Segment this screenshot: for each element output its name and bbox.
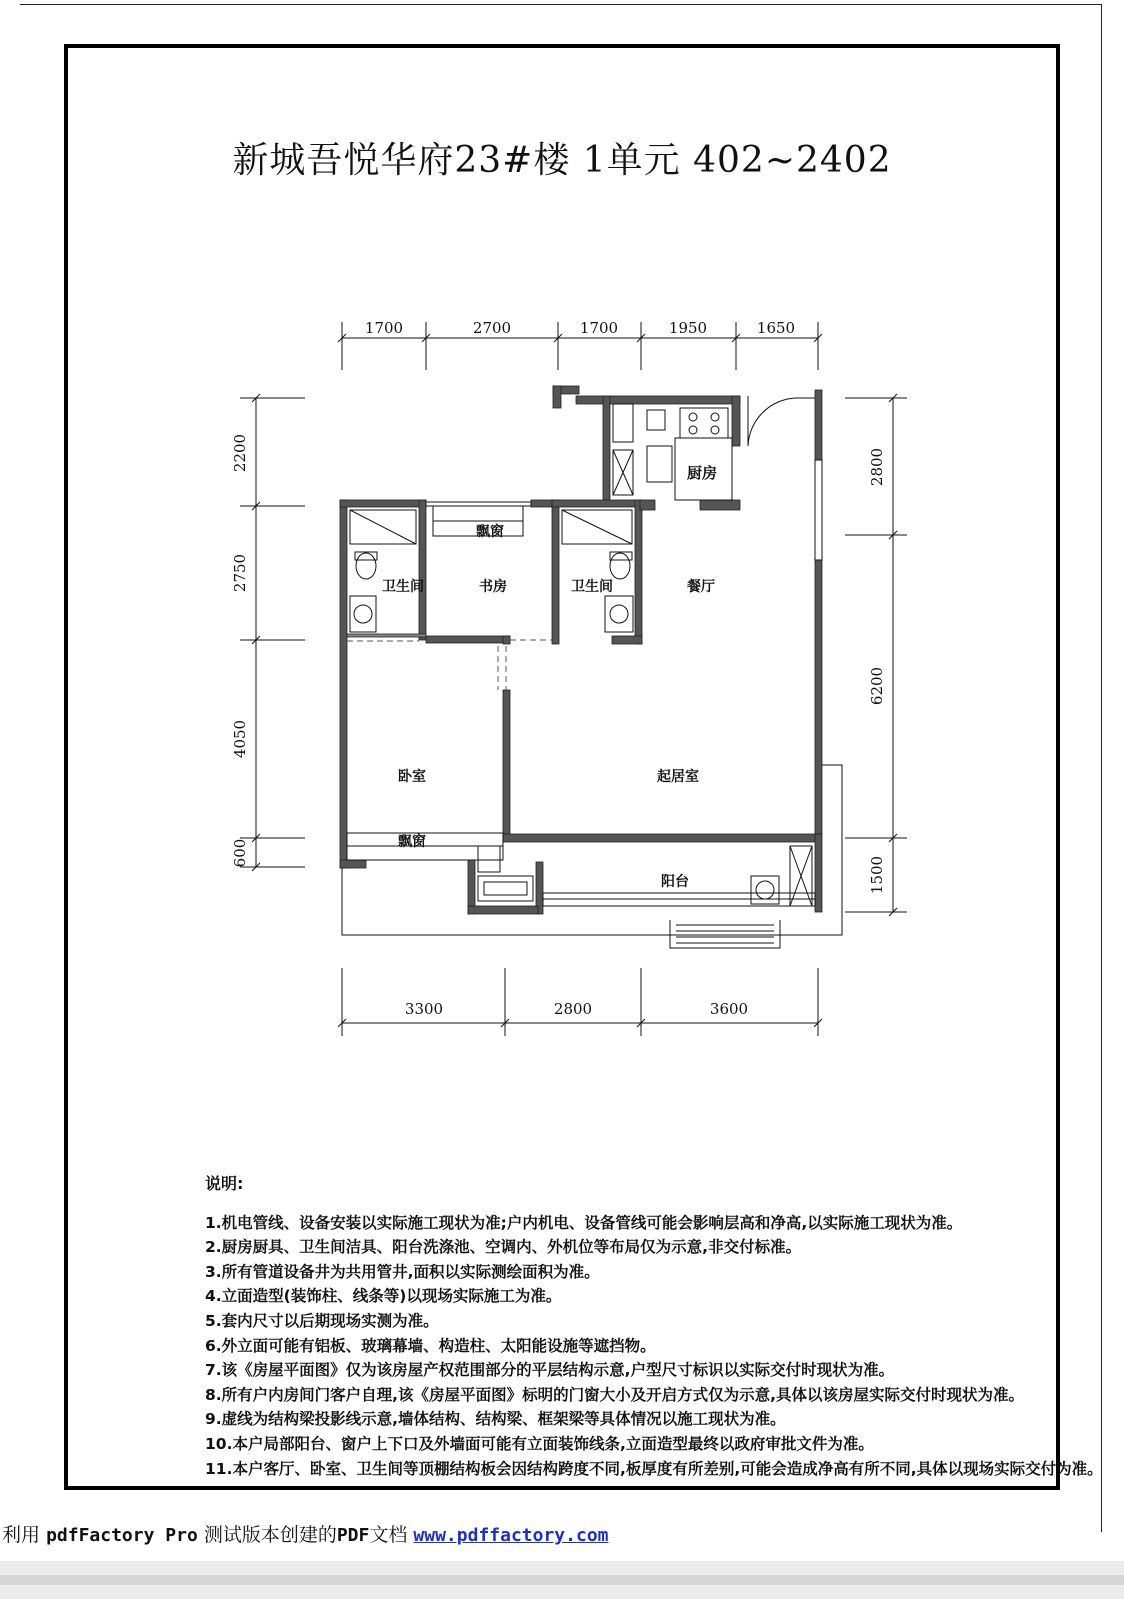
note-item: 1.机电管线、设备安装以实际施工现状为准;户内机电、设备管线可能会影响层高和净高,以实际施工现状为准。 bbox=[205, 1213, 963, 1232]
room-bathroom-left: 卫生间 bbox=[382, 579, 424, 595]
dim-right-1: 2800 bbox=[868, 447, 886, 487]
dim-left-1: 2200 bbox=[231, 433, 249, 473]
dim-top-1: 1700 bbox=[364, 319, 404, 337]
dim-top-5: 1650 bbox=[756, 319, 796, 337]
note-item: 5.套内尺寸以后期现场实测为准。 bbox=[205, 1311, 439, 1330]
footer-prefix: 利用 bbox=[2, 1524, 41, 1546]
footer-pdf: PDF bbox=[336, 1525, 370, 1546]
room-bay-window-top: 飘窗 bbox=[476, 524, 504, 540]
note-item: 4.立面造型(装饰柱、线条等)以现场实际施工为准。 bbox=[205, 1287, 562, 1306]
room-dining: 餐厅 bbox=[687, 579, 715, 595]
room-bathroom-right: 卫生间 bbox=[571, 579, 613, 595]
footer-middle: 测试版本创建的 bbox=[203, 1524, 337, 1546]
beam-lines bbox=[347, 640, 552, 690]
room-study: 书房 bbox=[479, 579, 507, 595]
dim-bottom-3: 3600 bbox=[709, 1000, 749, 1018]
entry-door bbox=[748, 396, 815, 446]
fixtures bbox=[350, 404, 812, 906]
notes-heading: 说明: bbox=[205, 1174, 244, 1193]
dim-bottom-2: 2800 bbox=[553, 1000, 593, 1018]
room-kitchen: 厨房 bbox=[686, 464, 718, 482]
left-dimensions bbox=[240, 394, 305, 871]
dim-left-4: 600 bbox=[231, 838, 249, 868]
dim-right-3: 1500 bbox=[868, 855, 886, 895]
note-item: 10.本户局部阳台、窗户上下口及外墙面可能有立面装饰线条,立面造型最终以政府审批文件为准。 bbox=[205, 1434, 874, 1453]
room-balcony: 阳台 bbox=[661, 874, 689, 890]
footer-suffix: 文档 bbox=[369, 1524, 408, 1546]
note-item: 2.厨房厨具、卫生间洁具、阳台洗涤池、空调内、外机位等布局仅为示意,非交付标准。 bbox=[205, 1238, 802, 1257]
dim-bottom-1: 3300 bbox=[404, 1000, 444, 1018]
note-item: 9.虚线为结构梁投影线示意,墙体结构、结构梁、框架梁等具体情况以施工现状为准。 bbox=[205, 1410, 786, 1429]
note-item: 8.所有户内房间门客户自理,该《房屋平面图》标明的门窗大小及开启方式仅为示意,具体以该房屋实际交付时现状为准。 bbox=[205, 1385, 1024, 1404]
dim-left-2: 2750 bbox=[231, 553, 249, 593]
note-item: 6.外立面可能有铝板、玻璃幕墙、构造柱、太阳能设施等遮挡物。 bbox=[205, 1336, 656, 1355]
notes-section bbox=[205, 1172, 1103, 1481]
note-item: 11.本户客厅、卧室、卫生间等顶棚结构板会因结构跨度不同,板厚度有所差别,可能会造成净高有所不同,具体以现场实际交付为准。 bbox=[205, 1459, 1103, 1478]
watermark-footer bbox=[2, 1520, 609, 1547]
note-item: 7.该《房屋平面图》仅为该房屋产权范围部分的平层结构示意,户型尺寸标识以实际交付时现状为准。 bbox=[205, 1361, 895, 1380]
dim-right-2: 6200 bbox=[868, 666, 886, 706]
dim-left-3: 4050 bbox=[231, 719, 249, 759]
room-bay-window-bottom: 飘窗 bbox=[398, 834, 426, 850]
dim-top-3: 1700 bbox=[579, 319, 619, 337]
room-labels bbox=[382, 464, 717, 890]
dim-top-2: 2700 bbox=[472, 319, 512, 337]
room-living: 起居室 bbox=[657, 769, 699, 785]
note-item: 3.所有管道设备井为共用管井,面积以实际测绘面积为准。 bbox=[205, 1262, 600, 1281]
page-title: 新城吾悦华府23#楼 1单元 402~2402 bbox=[232, 140, 892, 181]
viewer-bottom-strip bbox=[0, 1561, 1124, 1599]
dim-top-4: 1950 bbox=[668, 319, 708, 337]
pdffactory-link[interactable]: www.pdffactory.com bbox=[413, 1525, 609, 1546]
footer-product: pdfFactory Pro bbox=[46, 1525, 198, 1546]
room-bedroom: 卧室 bbox=[398, 769, 426, 785]
